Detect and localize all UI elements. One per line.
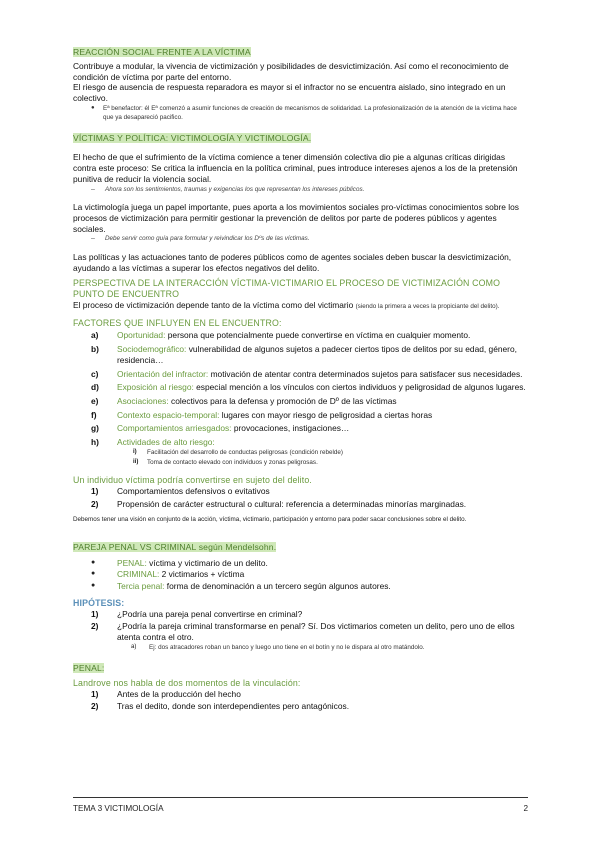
factor-description: vulnerabilidad de algunos sujetos a padecer ciertos tipos de delitos por su edad, género, residencia… <box>117 344 517 365</box>
definition: forma de denominación a un tercero según algunos autores. <box>164 580 391 591</box>
section-factores <box>73 318 528 467</box>
list-marker: 2) <box>91 499 99 510</box>
sub-list-item <box>73 644 528 653</box>
factor-description: colectivos para la defensa y promoción de Dº de las víctimas <box>168 395 397 406</box>
list-item: – Ahora son los sentimientos, traumas y exigencias los que representan los intereses públicos. <box>91 185 365 193</box>
factor-description: persona que potencialmente puede convertirse en víctima en cualquier momento. <box>165 330 471 341</box>
list-item <box>73 689 528 700</box>
list-marker: 2) <box>91 621 99 632</box>
list-item <box>73 609 528 620</box>
paragraph: Las políticas y las actuaciones tanto de poderes públicos como de agentes sociales deben buscar la desvictimización, ayudando a las víctimas a superar los efectos negativos del delito. <box>73 252 512 273</box>
term: Tercia penal: <box>117 580 165 591</box>
section-penal <box>73 658 528 712</box>
section-reaccion <box>73 42 528 122</box>
section-pareja <box>73 537 528 592</box>
list-marker: 1) <box>91 608 99 619</box>
sub-list-item <box>73 459 528 468</box>
list-marker: e) <box>91 395 99 406</box>
list-item <box>73 396 528 407</box>
term: PENAL: <box>117 557 147 568</box>
list-item <box>73 558 528 569</box>
list-item <box>73 621 528 642</box>
list-item <box>73 437 528 448</box>
list-text: ¿Podría la pareja criminal transformarse en penal? Sí. Dos victimarios cometen un delito, pero uno de ellos atenta contra el otro. <box>117 621 515 643</box>
section-heading: Un individuo víctima podría convertirse en sujeto del delito. <box>73 475 312 486</box>
paragraph-note: (siendo la primera a veces la propiciante del delito). <box>355 302 500 310</box>
factor-term: Actividades de alto riesgo: <box>117 437 215 448</box>
section-heading: HIPÓTESIS: <box>73 597 125 608</box>
list-item <box>73 486 528 497</box>
list-item <box>73 701 528 712</box>
factor-term: Orientación del infractor: <box>117 368 209 379</box>
list-item <box>73 369 528 380</box>
list-item: ● Eª benefactor: él Eª comenzó a asumir funciones de creación de mecanismos de solidaridad. La profesionalización de la atención de la víctima hace que ya desapareció pacifico. <box>91 104 517 121</box>
sub-list-marker: ii) <box>133 458 139 465</box>
bullet-icon: ● <box>91 558 96 566</box>
sub-list-item <box>73 449 528 458</box>
section-hipotesis <box>73 598 528 653</box>
list-item <box>73 344 528 365</box>
list-marker: 2) <box>91 701 99 712</box>
subheading: Landrove nos habla de dos momentos de la vinculación: <box>73 677 301 688</box>
list-marker: d) <box>91 382 99 393</box>
list-text: Propensión de carácter estructural o cultural: referencia a determinadas minorías marginadas. <box>117 499 467 510</box>
factor-term: Asociaciones: <box>117 395 169 406</box>
list-item <box>73 410 528 421</box>
section-politica <box>73 128 528 273</box>
list-text: ¿Podría una pareja penal convertirse en criminal? <box>117 608 303 619</box>
dash-icon: – <box>91 235 95 243</box>
list-item <box>73 499 528 510</box>
section-perspectiva <box>73 278 528 312</box>
list-marker: h) <box>91 437 99 448</box>
paragraph: Contribuye a modular, la vivencia de victimización y posibilidades de desvictimización. Así como el reconocimiento de condición de víctima por parte del entorno. <box>73 61 509 82</box>
factor-description: especial mención a los vínculos con ciertos individuos y peligrosidad de algunos lugares. <box>193 382 526 393</box>
list-text: Tras el dedito, donde son interdependientes pero antagónicos. <box>117 701 350 712</box>
list-item <box>73 581 528 592</box>
page-footer <box>73 797 528 813</box>
bullet-icon: ● <box>91 104 95 111</box>
paragraph: El riesgo de ausencia de respuesta reparadora es mayor si el infractor no se encuentra aislado, sino integrado en un colectivo. <box>73 82 506 104</box>
section-heading: PENAL: <box>73 662 105 673</box>
document-page <box>73 40 528 712</box>
list-text: Comportamientos defensivos o evitativos <box>117 486 270 497</box>
factor-description: lugares con mayor riesgo de peligrosidad a ciertas horas <box>219 409 433 420</box>
factor-term: Comportamientos arriesgados: <box>117 423 232 434</box>
factor-term: Contexto espacio-temporal: <box>117 409 220 420</box>
factor-description: motivación de atentar contra determinados sujetos para satisfacer sus necesidades. <box>208 368 523 379</box>
list-marker: b) <box>91 344 99 355</box>
list-item <box>73 423 528 434</box>
factor-term: Sociodemográfico: <box>117 344 187 355</box>
paragraph: El proceso de victimización depende tanto de la víctima como del victimario <box>73 299 354 310</box>
definition: 2 victimarios + víctima <box>159 569 245 580</box>
factor-description: provocaciones, instigaciones… <box>231 423 350 434</box>
list-marker: 1) <box>91 688 99 699</box>
list-item <box>73 382 528 393</box>
term: CRIMINAL: <box>117 569 160 580</box>
factor-term: Oportunidad: <box>117 330 166 341</box>
paragraph: La victimología juega un papel importante, pues aporta a los movimientos sociales pro-víctimas conocimientos sobre los procesos de victimización para permitir gestionar la prevención de delitos por parte de poderes públicos y agentes sociales. <box>73 202 519 234</box>
sub-list-marker: a) <box>131 643 137 650</box>
list-marker: 1) <box>91 486 99 497</box>
section-heading: VÍCTIMAS Y POLÍTICA: VICTIMOLOGÍA Y VICTIMOLOGÍA. <box>73 133 312 144</box>
dash-icon: – <box>91 185 95 193</box>
section-heading: FACTORES QUE INFLUYEN EN EL ENCUENTRO: <box>73 318 282 329</box>
list-item <box>73 330 528 341</box>
section-heading: REACCIÓN SOCIAL FRENTE A LA VÍCTIMA <box>73 47 251 57</box>
footer-title: TEMA 3 VICTIMOLOGÍA <box>73 804 164 813</box>
section-individuo <box>73 475 528 524</box>
page-number: 2 <box>523 804 528 813</box>
section-heading: PAREJA PENAL VS CRIMINAL según Mendelsohn. <box>73 541 277 552</box>
sub-list-text: Facilitación del desarrollo de conductas peligrosas (condición rebelde) <box>147 448 344 456</box>
paragraph: El hecho de que el sufrimiento de la víctima comience a tener dimensión colectiva dio pie a algunas críticas dirigidas contra este proceso: Se critica la influencia en la política criminal, pues introduce intereses ajenos a los de la pretensión punitiva de reducir la violencia social. <box>73 152 518 184</box>
list-marker: c) <box>91 368 99 379</box>
definition: víctima y victimario de un delito. <box>146 557 268 568</box>
list-text: Antes de la producción del hecho <box>117 688 241 699</box>
note-paragraph: Debemos tener una visión en conjunto de la acción, víctima, victimario, participación y entorno para poder sacar conclusiones sobre el delito. <box>73 515 467 523</box>
sub-list-text: Ej: dos atracadores roban un banco y luego uno tiene en el botín y no le dispara al otro matándolo. <box>149 643 425 651</box>
list-item: – Debe servir como guía para formular y reivindicar los Dºs de las víctimas. <box>91 235 310 243</box>
list-item <box>73 569 528 580</box>
sub-list-marker: i) <box>133 448 137 455</box>
factor-term: Exposición al riesgo: <box>117 382 194 393</box>
list-marker: f) <box>91 409 97 420</box>
bullet-icon: ● <box>91 581 96 589</box>
list-marker: a) <box>91 330 99 341</box>
sub-list-text: Toma de contacto elevado con individuos y zonas peligrosas. <box>147 458 318 466</box>
list-marker: g) <box>91 423 99 434</box>
bullet-icon: ● <box>91 570 96 578</box>
section-heading: PERSPECTIVA DE LA INTERACCIÓN VÍCTIMA-VICTIMARIO EL PROCESO DE VICTIMIZACIÓN COMO PUNTO DE ENCUENTRO <box>73 277 501 299</box>
